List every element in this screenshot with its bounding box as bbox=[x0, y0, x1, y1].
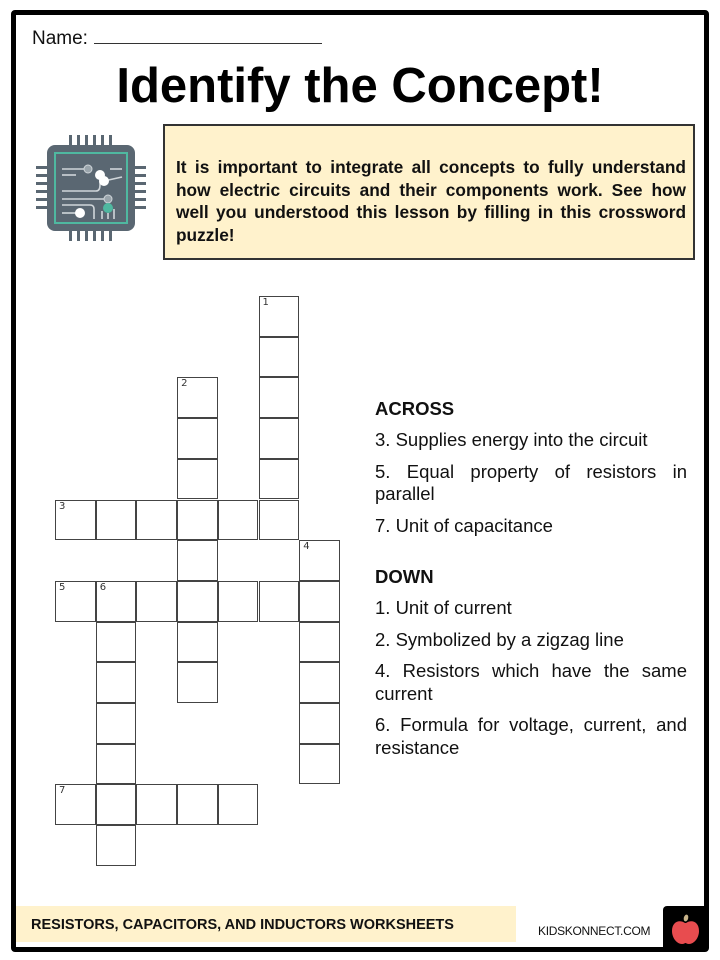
footer-site: KIDSKONNECT.COM bbox=[538, 924, 651, 938]
clue-number: 4 bbox=[303, 541, 310, 553]
clue-number: 3 bbox=[59, 500, 66, 512]
name-label: Name: bbox=[32, 28, 88, 49]
crossword-cell[interactable] bbox=[96, 581, 137, 622]
clue-down-2: 2. Symbolized by a zigzag line bbox=[375, 628, 624, 650]
clue-down-4: 4. Resistors which have the same current bbox=[375, 660, 687, 704]
crossword-cell[interactable] bbox=[136, 500, 177, 541]
crossword-cell[interactable] bbox=[259, 337, 300, 378]
crossword-cell[interactable] bbox=[55, 784, 96, 825]
clue-number: 5 bbox=[59, 581, 66, 593]
crossword-cell[interactable] bbox=[177, 500, 218, 541]
crossword-cell[interactable] bbox=[96, 662, 137, 703]
intro-text: It is important to integrate all concepts to fully understand how electric circuits and their components work. See how well you understood this lesson by filling in this crossword puzzle! bbox=[176, 157, 686, 245]
down-heading: DOWN bbox=[375, 566, 434, 587]
intro-box bbox=[163, 124, 695, 260]
crossword-cell[interactable] bbox=[259, 581, 300, 622]
clue-across-5: 5. Equal property of resistors in parallel bbox=[375, 460, 687, 504]
down-section bbox=[375, 566, 687, 759]
logo-box bbox=[663, 906, 708, 950]
clue-down-1: 1. Unit of current bbox=[375, 597, 512, 618]
name-field-row bbox=[32, 28, 322, 50]
crossword-cell[interactable] bbox=[96, 622, 137, 663]
crossword-cell[interactable] bbox=[177, 622, 218, 663]
crossword-cell[interactable] bbox=[299, 540, 340, 581]
crossword-cell[interactable] bbox=[96, 784, 137, 825]
clue-number: 2 bbox=[181, 378, 188, 390]
crossword-cell[interactable] bbox=[259, 418, 300, 459]
page-title: Identify the Concept! bbox=[116, 59, 604, 113]
crossword-cell[interactable] bbox=[136, 581, 177, 622]
crossword-cell[interactable] bbox=[177, 377, 218, 418]
crossword-cell[interactable] bbox=[96, 744, 137, 785]
crossword-cell[interactable] bbox=[218, 500, 259, 541]
crossword-cell[interactable] bbox=[299, 581, 340, 622]
crossword-cell[interactable] bbox=[259, 377, 300, 418]
crossword-cell[interactable] bbox=[177, 784, 218, 825]
clue-across-7: 7. Unit of capacitance bbox=[375, 514, 553, 536]
crossword-cell[interactable] bbox=[177, 581, 218, 622]
crossword-cell[interactable] bbox=[218, 581, 259, 622]
crossword-cell[interactable] bbox=[55, 500, 96, 541]
crossword-cell[interactable] bbox=[96, 703, 137, 744]
clues-panel bbox=[375, 398, 687, 768]
clue-number: 1 bbox=[262, 297, 269, 308]
clue-across-3: 3. Supplies energy into the circuit bbox=[375, 429, 648, 450]
crossword-cell[interactable] bbox=[177, 662, 218, 703]
clue-down-6: 6. Formula for voltage, current, and resistance bbox=[375, 714, 687, 758]
crossword-cell[interactable] bbox=[259, 459, 300, 500]
across-heading: ACROSS bbox=[375, 398, 455, 419]
crossword-cell[interactable] bbox=[96, 500, 137, 541]
crossword-cell[interactable] bbox=[299, 744, 340, 785]
footer-title: RESISTORS, CAPACITORS, AND INDUCTORS WORKSHEETS bbox=[31, 917, 454, 933]
crossword-cell[interactable] bbox=[177, 540, 218, 581]
crossword-cell[interactable] bbox=[218, 784, 259, 825]
circuit-chip-icon bbox=[36, 133, 146, 243]
crossword-cell[interactable] bbox=[55, 581, 96, 622]
across-section bbox=[375, 398, 687, 537]
apple-icon bbox=[663, 906, 708, 950]
name-input-line[interactable] bbox=[94, 29, 322, 44]
crossword-cell[interactable] bbox=[177, 459, 218, 500]
clue-number: 7 bbox=[59, 785, 66, 797]
crossword-cell[interactable] bbox=[177, 418, 218, 459]
crossword-cell[interactable] bbox=[259, 296, 300, 337]
crossword-cell[interactable] bbox=[299, 703, 340, 744]
crossword-cell[interactable] bbox=[136, 784, 177, 825]
crossword-cell[interactable] bbox=[299, 662, 340, 703]
clue-number: 6 bbox=[99, 581, 107, 593]
crossword-cell[interactable] bbox=[259, 500, 300, 541]
crossword-cell[interactable] bbox=[299, 622, 340, 663]
crossword-cell[interactable] bbox=[96, 825, 137, 866]
